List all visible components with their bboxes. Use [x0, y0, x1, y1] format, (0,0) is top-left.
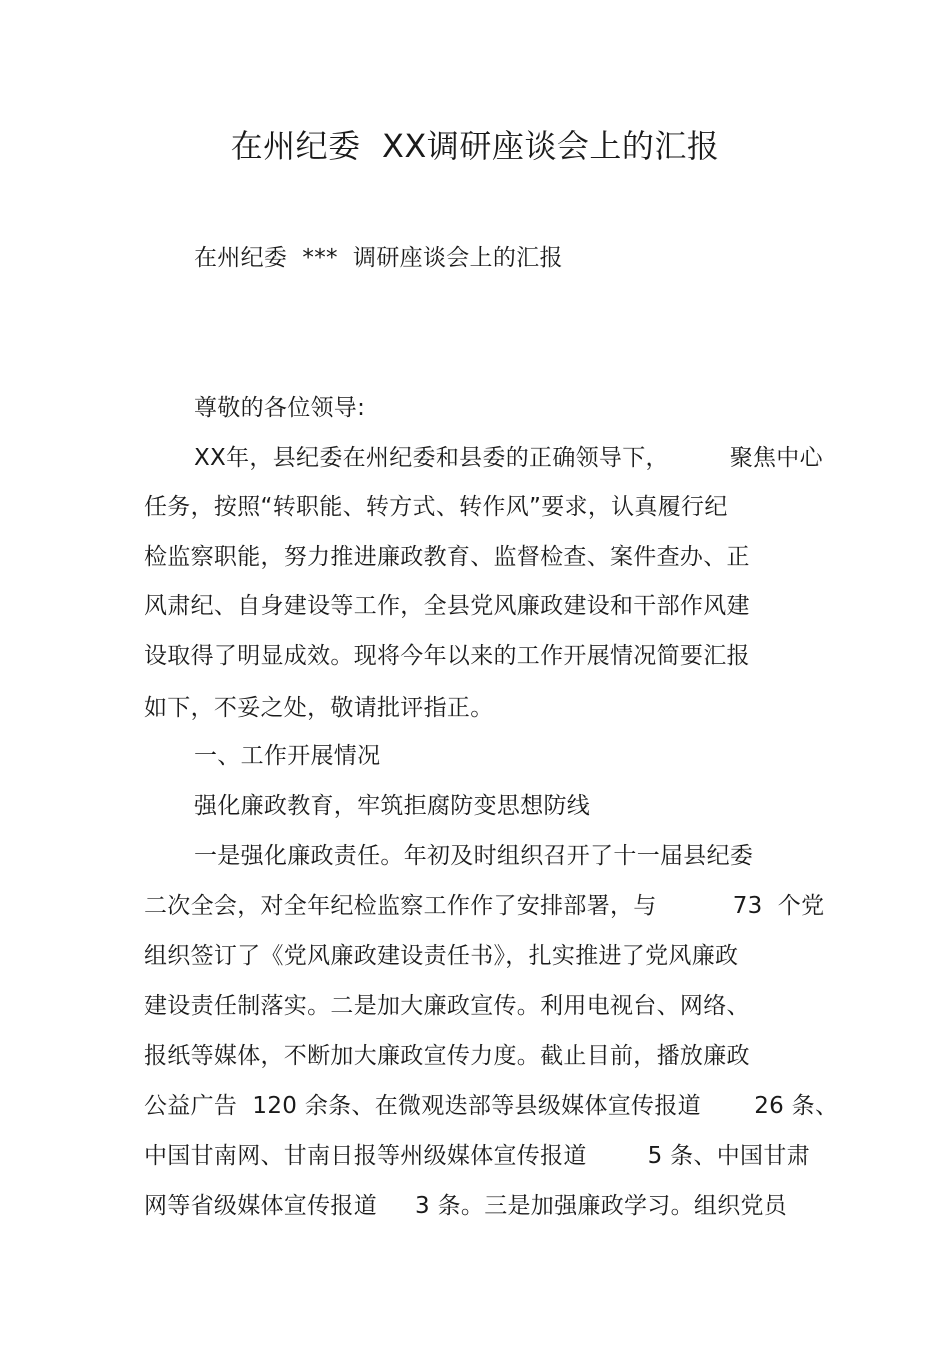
body-line: 组织签订了《党风廉政建设责任书》，扎实推进了党风廉政	[144, 943, 739, 969]
body-line: 检监察职能，努力推进廉政教育、监督检查、案件查办、正	[144, 544, 750, 570]
subsection-heading: 强化廉政教育，牢筑拒腐防变思想防线	[194, 793, 591, 819]
section-heading: 一、工作开展情况	[194, 743, 381, 769]
document-title: 在州纪委 XX调研座谈会上的汇报	[230, 127, 720, 165]
body-line: 设取得了明显成效。现将今年以来的工作开展情况简要汇报	[144, 643, 750, 669]
body-line: 一是强化廉政责任。年初及时组织召开了十一届县纪委	[194, 843, 754, 869]
body-line: 建设责任制落实。二是加大廉政宣传。利用电视台、网络、	[144, 993, 750, 1019]
body-line: 报纸等媒体，不断加大廉政宣传力度。截止目前，播放廉政	[144, 1043, 750, 1069]
body-line: 公益广告 120 余条、在微观迭部等县级媒体宣传报道 26 条、	[144, 1093, 839, 1119]
body-line: 二次全会，对全年纪检监察工作作了安排部署，与 73 个党	[144, 893, 825, 919]
salutation: 尊敬的各位领导:	[194, 395, 366, 421]
document-subtitle: 在州纪委 *** 调研座谈会上的汇报	[194, 245, 563, 271]
body-line: XX年，县纪委在州纪委和县委的正确领导下， 聚焦中心	[194, 445, 823, 471]
body-line: 任务，按照“转职能、转方式、转作风”要求，认真履行纪	[144, 494, 728, 520]
body-line: 网等省级媒体宣传报道 3 条。三是加强廉政学习。组织党员	[144, 1193, 788, 1219]
body-line: 中国甘南网、甘南日报等州级媒体宣传报道 5 条、中国甘肃	[144, 1143, 810, 1169]
body-line: 风肃纪、自身建设等工作，全县党风廉政建设和干部作风建	[144, 593, 750, 619]
body-line: 如下，不妥之处，敬请批评指正。	[144, 695, 494, 721]
